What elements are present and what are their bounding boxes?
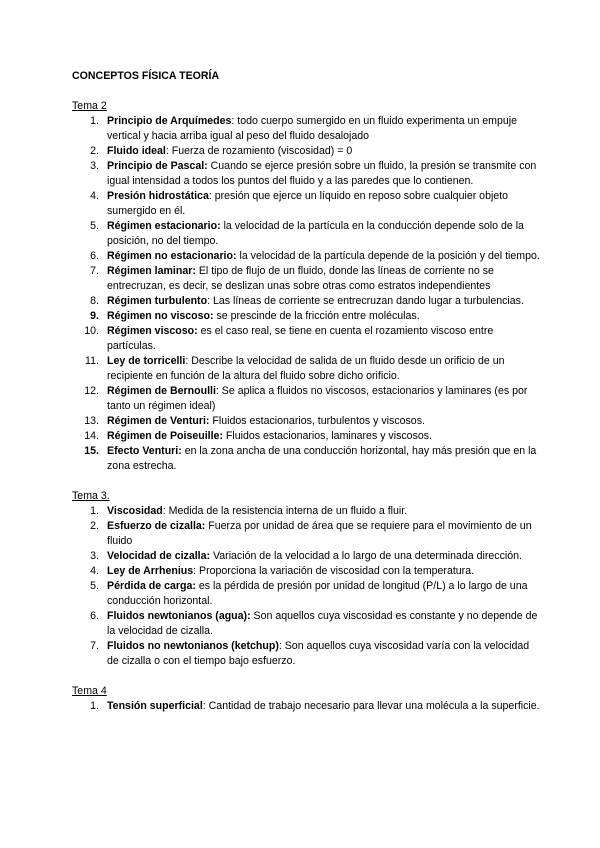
section xyxy=(72,684,540,714)
list-item xyxy=(72,219,540,249)
section xyxy=(72,99,540,474)
item-number: 14. xyxy=(84,430,99,442)
concept-definition: : Medida de la resistencia interna de un fluido a fluir. xyxy=(162,505,408,517)
list-item xyxy=(72,144,540,159)
item-number: 6. xyxy=(90,610,99,622)
list-item xyxy=(72,504,540,519)
item-number: 11. xyxy=(85,355,99,367)
list-item xyxy=(72,549,540,564)
concept-term: Principio de Pascal: xyxy=(107,160,208,172)
list-item xyxy=(72,159,540,189)
concept-definition: Fuerza por unidad de área que se requiere para el movimiento de un fluido xyxy=(107,520,532,547)
document-title: CONCEPTOS FÍSICA TEORÍA xyxy=(72,70,220,82)
item-number: 4. xyxy=(90,190,99,202)
item-number: 3. xyxy=(90,160,99,172)
section-heading: Tema 2 xyxy=(72,100,107,112)
concept-term: Ley de Arrhenius xyxy=(107,565,194,577)
item-number: 6. xyxy=(90,250,99,262)
item-number: 8. xyxy=(90,295,99,307)
list-item xyxy=(72,609,540,639)
concept-definition: : Fuerza de rozamiento (viscosidad) = 0 xyxy=(165,145,353,157)
item-number: 1. xyxy=(90,115,99,127)
sections-container xyxy=(72,99,540,714)
item-number: 9. xyxy=(90,310,99,322)
concept-definition: en la zona ancha de una conducción horizontal, hay más presión que en la zona estrecha. xyxy=(107,445,537,472)
list-item xyxy=(72,324,540,354)
concept-term: Régimen turbulento xyxy=(107,295,208,307)
concept-definition: : Describe la velocidad de salida de un fluido desde un orificio de un recipiente en función de la altura del fluido sobre dicho orificio. xyxy=(107,355,505,382)
section-heading: Tema 4 xyxy=(72,685,107,697)
concept-definition: : presión que ejerce un líquido en reposo sobre cualquier objeto sumergido en él. xyxy=(107,190,509,217)
concept-definition: es la pérdida de presión por unidad de longitud (P/L) a lo largo de una conducción horizontal. xyxy=(107,580,528,607)
item-number: 4. xyxy=(90,565,99,577)
item-number: 1. xyxy=(90,505,99,517)
concept-term: Régimen de Bernoulli xyxy=(107,385,216,397)
concept-term: Efecto Venturi: xyxy=(107,445,182,457)
concept-definition: Fluidos estacionarios, laminares y viscosos. xyxy=(222,430,432,442)
concept-list xyxy=(72,699,540,714)
item-number: 2. xyxy=(90,145,99,157)
concept-term: Fluidos newtonianos (agua): xyxy=(107,610,251,622)
concept-definition: Variación de la velocidad a lo largo de una determinada dirección. xyxy=(210,550,522,562)
item-number: 5. xyxy=(90,220,99,232)
concept-term: Principio de Arquímedes xyxy=(107,115,232,127)
item-number: 2. xyxy=(90,520,99,532)
item-number: 15. xyxy=(84,445,99,457)
item-number: 3. xyxy=(90,550,99,562)
list-item xyxy=(72,414,540,429)
concept-term: Régimen no viscoso: xyxy=(107,310,214,322)
concept-term: Régimen de Poiseuille: xyxy=(107,430,223,442)
concept-term: Viscosidad xyxy=(107,505,163,517)
concept-definition: la velocidad de la partícula depende de la posición y del tiempo. xyxy=(236,250,540,262)
item-number: 13. xyxy=(84,415,99,427)
concept-term: Régimen estacionario: xyxy=(107,220,221,232)
list-item xyxy=(72,354,540,384)
item-number: 10. xyxy=(84,325,99,337)
list-item xyxy=(72,114,540,144)
item-number: 7. xyxy=(90,265,99,277)
list-item xyxy=(72,519,540,549)
list-item xyxy=(72,294,540,309)
concept-term: Régimen de Venturi: xyxy=(107,415,210,427)
concept-definition: : Las líneas de corriente se entrecruzan dando lugar a turbulencias. xyxy=(207,295,524,307)
concept-term: Velocidad de cizalla: xyxy=(107,550,211,562)
concept-definition: : Son aquellos cuya viscosidad varía con la velocidad de cizalla o con el tiempo bajo esfuerzo. xyxy=(107,640,530,667)
section-heading: Tema 3. xyxy=(72,490,110,502)
concept-list xyxy=(72,504,540,669)
list-item xyxy=(72,429,540,444)
list-item xyxy=(72,444,540,474)
item-number: 5. xyxy=(90,580,99,592)
list-item xyxy=(72,639,540,669)
item-number: 7. xyxy=(90,640,99,652)
section xyxy=(72,489,540,669)
list-item xyxy=(72,249,540,264)
concept-definition: : Proporciona la variación de viscosidad con la temperatura. xyxy=(193,565,475,577)
concept-term: Esfuerzo de cizalla: xyxy=(107,520,206,532)
item-number: 1. xyxy=(90,700,99,712)
concept-definition: El tipo de flujo de un fluido, donde las líneas de corriente no se entrecruzan, es decir, se deslizan unas sobre otras como estratos independientes xyxy=(107,265,494,292)
concept-term: Presión hidrostática xyxy=(107,190,209,202)
concept-term: Régimen laminar: xyxy=(107,265,196,277)
concept-list xyxy=(72,114,540,474)
item-number: 12. xyxy=(84,385,99,397)
concept-term: Fluidos no newtonianos (ketchup) xyxy=(107,640,279,652)
concept-definition: : Se aplica a fluidos no viscosos, estacionarios y laminares (es por tanto un régimen ideal) xyxy=(107,385,528,412)
concept-term: Tensión superficial xyxy=(107,700,203,712)
list-item xyxy=(72,189,540,219)
concept-term: Régimen no estacionario: xyxy=(107,250,237,262)
list-item xyxy=(72,564,540,579)
concept-definition: Cuando se ejerce presión sobre un fluido, la presión se transmite con igual intensidad a todos los puntos del fluido y a las paredes que lo contienen. xyxy=(107,160,537,187)
list-item xyxy=(72,264,540,294)
list-item xyxy=(72,699,540,714)
concept-definition: es el caso real, se tiene en cuenta el rozamiento viscoso entre partículas. xyxy=(107,325,494,352)
concept-term: Pérdida de carga: xyxy=(107,580,196,592)
concept-term: Fluido ideal xyxy=(107,145,166,157)
concept-definition: se prescinde de la fricción entre moléculas. xyxy=(213,310,420,322)
concept-definition: : Cantidad de trabajo necesario para llevar una molécula a la superficie. xyxy=(202,700,540,712)
concept-definition: Fluidos estacionarios, turbulentos y viscosos. xyxy=(209,415,425,427)
list-item xyxy=(72,579,540,609)
list-item xyxy=(72,309,540,324)
concept-definition: : todo cuerpo sumergido en un fluido experimenta un empuje vertical y hacia arriba igual al peso del fluido desalojado xyxy=(107,115,518,142)
concept-term: Régimen viscoso: xyxy=(107,325,198,337)
list-item xyxy=(72,384,540,414)
concept-definition: Son aquellos cuya viscosidad es constante y no depende de la velocidad de cizalla. xyxy=(107,610,538,637)
concept-definition: la velocidad de la partícula en la conducción depende solo de la posición, no del tiempo. xyxy=(107,220,524,247)
concept-term: Ley de torricelli xyxy=(107,355,186,367)
